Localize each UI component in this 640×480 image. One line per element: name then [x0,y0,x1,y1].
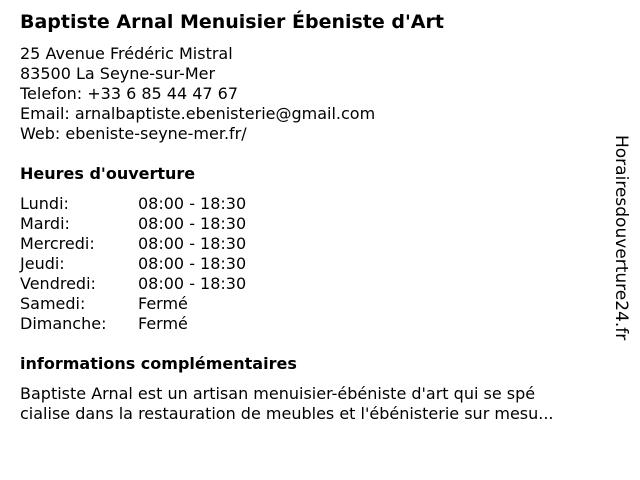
hours-time: 08:00 - 18:30 [138,234,247,253]
hours-row-friday [20,274,246,294]
hours-time: Fermé [138,314,188,333]
site-watermark: Horairesdouverture24.fr [611,135,631,341]
page-title: Baptiste Arnal Menuisier Ébeniste d'Art [20,11,444,33]
hours-row-tuesday [20,214,246,234]
street-address: 25 Avenue Frédéric Mistral [20,44,233,63]
hours-day: Vendredi: [20,274,96,293]
hours-row-sunday [20,314,246,334]
email-address[interactable]: Email: arnalbaptiste.ebenisterie@gmail.com [20,104,376,123]
hours-day: Samedi: [20,294,86,313]
hours-day: Lundi: [20,194,69,213]
description-line: cialise dans la restauration de meubles et l'ébénisterie sur mesu... [20,404,554,423]
hours-row-thursday [20,254,246,274]
hours-time: 08:00 - 18:30 [138,274,247,293]
hours-time: Fermé [138,294,188,313]
description-line: Baptiste Arnal est un artisan menuisier-ébéniste d'art qui se spé [20,384,536,403]
city-address: 83500 La Seyne-sur-Mer [20,64,216,83]
hours-time: 08:00 - 18:30 [138,254,247,273]
phone-number[interactable]: Telefon: +33 6 85 44 47 67 [20,84,239,103]
hours-time: 08:00 - 18:30 [138,214,247,233]
hours-row-saturday [20,294,246,314]
address-block [20,44,375,144]
hours-day: Mercredi: [20,234,95,253]
hours-row-wednesday [20,234,246,254]
hours-time: 08:00 - 18:30 [138,194,247,213]
hours-day: Jeudi: [20,254,65,273]
opening-hours-table [20,194,246,334]
hours-day: Dimanche: [20,314,107,333]
hours-day: Mardi: [20,214,70,233]
website-link[interactable]: Web: ebeniste-seyne-mer.fr/ [20,124,247,143]
opening-hours-heading: Heures d'ouverture [20,164,196,183]
business-description [20,384,610,424]
hours-row-monday [20,194,246,214]
additional-info-heading: informations complémentaires [20,354,297,373]
